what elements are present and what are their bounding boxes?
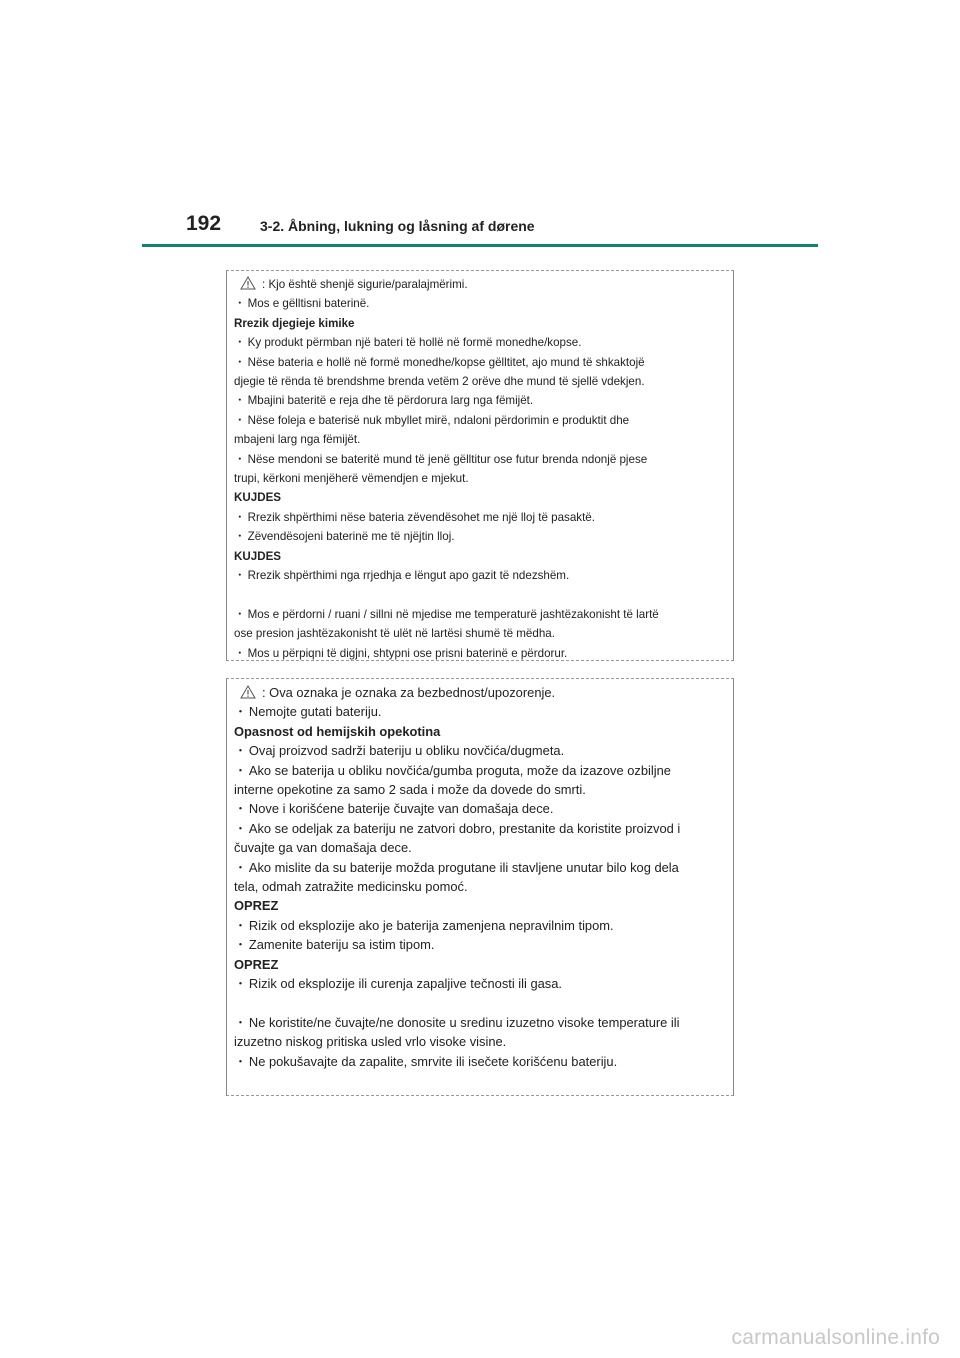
- bullet-item: [234, 858, 727, 877]
- bullet-mark: ・: [234, 569, 246, 583]
- line-text: Rizik od eksplozije ako je baterija zamenjena nepravilnim tipom.: [248, 917, 614, 933]
- continuation-line: [234, 877, 727, 896]
- line-text: Ne koristite/ne čuvajte/ne donosite u sredinu izuzetno visoke temperature ili: [248, 1014, 680, 1030]
- continuation-line: [234, 624, 727, 643]
- line-text: Nemojte gutati bateriju.: [248, 704, 382, 720]
- line-text: OPREZ: [234, 898, 279, 914]
- line-text: izuzetno niskog pritiska usled vrlo visoke visine.: [234, 1034, 507, 1050]
- warning-intro-text: : Ova oznaka je oznaka za bezbednost/upozorenje.: [262, 685, 556, 700]
- bullet-item: [234, 974, 727, 993]
- continuation-line: [234, 838, 727, 857]
- line-text: Rrezik djegieje kimike: [234, 316, 355, 330]
- warning-box-serbian: [226, 678, 734, 1096]
- line-text: Mbajini bateritë e reja dhe të përdorura larg nga fëmijët.: [247, 394, 534, 408]
- line-text: Ako se baterija u obliku novčića/gumba proguta, može da izazove ozbiljne: [248, 762, 671, 778]
- line-text: Nëse foleja e baterisë nuk mbyllet mirë, ndaloni përdorimin e produktit dhe: [247, 413, 630, 427]
- line-text: Rrezik shpërthimi nëse bateria zëvendësohet me një lloj të pasaktë.: [247, 510, 595, 524]
- line-text: djegie të rënda të brendshme brenda vetëm 2 orëve dhe mund të sjellë vdekjen.: [234, 375, 645, 389]
- bullet-mark: ・: [234, 355, 246, 369]
- bullet-item: [234, 741, 727, 760]
- continuation-line: [234, 372, 727, 391]
- bullet-item: [234, 644, 727, 663]
- bullet-mark: ・: [234, 743, 247, 759]
- line-text: Zamenite bateriju sa istim tipom.: [248, 937, 435, 953]
- line-text: trupi, kërkoni menjëherë vëmendjen e mjekut.: [234, 472, 469, 486]
- bullet-item: [234, 566, 727, 585]
- bullet-item: [234, 1052, 727, 1071]
- line-text: mbajeni larg nga fëmijët.: [234, 433, 361, 447]
- bullet-mark: ・: [234, 1053, 247, 1069]
- bullet-mark: ・: [234, 297, 246, 311]
- line-text: Zëvendësojeni baterinë me të njëjtin lloj.: [247, 530, 455, 544]
- section-title: 3-2. Åbning, lukning og låsning af dørene: [260, 218, 535, 234]
- bullet-mark: ・: [234, 859, 247, 875]
- bullet-item: [234, 527, 727, 546]
- warning-lines: [234, 294, 727, 663]
- line-text: Mos e gëlltisni baterinë.: [247, 297, 370, 311]
- warning-intro: [234, 683, 727, 702]
- warning-intro-text: : Kjo është shenjë sigurie/paralajmërimi.: [262, 278, 468, 291]
- warning-triangle-icon: [240, 276, 256, 290]
- bullet-mark: ・: [234, 917, 247, 933]
- bullet-item: [234, 1013, 727, 1032]
- line-text: Opasnost od hemijskih opekotina: [234, 723, 441, 739]
- warning-heading: [234, 722, 727, 741]
- bullet-item: [234, 702, 727, 721]
- bullet-mark: ・: [234, 646, 246, 660]
- bullet-item: [234, 450, 727, 469]
- bullet-mark: ・: [234, 452, 246, 466]
- continuation-line: [234, 469, 727, 488]
- continuation-line: [234, 780, 727, 799]
- line-text: Rrezik shpërthimi nga rrjedhja e lëngut apo gazit të ndezshëm.: [247, 569, 570, 583]
- continuation-line: [234, 430, 727, 449]
- continuation-line: [234, 1032, 727, 1051]
- line-text: Nëse mendoni se bateritë mund të jenë gëlltitur ose futur brenda ndonjë pjese: [247, 452, 648, 466]
- line-spacer: [234, 994, 727, 1013]
- warning-lines: [234, 702, 727, 1071]
- line-text: tela, odmah zatražite medicinsku pomoć.: [234, 879, 468, 895]
- warning-box-albanian: [226, 270, 734, 661]
- line-text: Ako se odeljak za bateriju ne zatvori dobro, prestanite da koristite proizvod i: [248, 820, 681, 836]
- bullet-item: [234, 333, 727, 352]
- line-text: čuvajte ga van domašaja dece.: [234, 840, 412, 856]
- line-text: Ovaj proizvod sadrži bateriju u obliku novčića/dugmeta.: [248, 743, 565, 759]
- line-text: ose presion jashtëzakonisht të ulët në lartësi shumë të mëdha.: [234, 627, 555, 641]
- warning-triangle-icon: [240, 685, 256, 699]
- bullet-item: [234, 799, 727, 818]
- line-text: Ne pokušavajte da zapalite, smrvite ili isečete korišćenu bateriju.: [248, 1053, 618, 1069]
- bullet-mark: ・: [234, 394, 246, 408]
- line-text: OPREZ: [234, 956, 279, 972]
- bullet-item: [234, 605, 727, 624]
- warning-intro: [234, 275, 727, 294]
- bullet-mark: ・: [234, 762, 247, 778]
- bullet-mark: ・: [234, 413, 246, 427]
- bullet-mark: ・: [234, 530, 246, 544]
- bullet-mark: ・: [234, 704, 247, 720]
- bullet-mark: ・: [234, 820, 247, 836]
- line-text: Mos e përdorni / ruani / sillni në mjedise me temperaturë jashtëzakonisht të lartë: [247, 607, 659, 621]
- bullet-item: [234, 916, 727, 935]
- bullet-mark: ・: [234, 510, 246, 524]
- bullet-mark: ・: [234, 336, 246, 350]
- bullet-mark: ・: [234, 976, 247, 992]
- warning-heading: [234, 488, 727, 507]
- line-text: Nove i korišćene baterije čuvajte van domašaja dece.: [248, 801, 554, 817]
- watermark: carmanualsonline.info: [731, 1326, 940, 1349]
- line-text: Ako mislite da su baterije možda progutane ili stavljene unutar bilo kog dela: [248, 859, 679, 875]
- bullet-mark: ・: [234, 607, 246, 621]
- bullet-mark: ・: [234, 801, 247, 817]
- bullet-item: [234, 819, 727, 838]
- bullet-item: [234, 508, 727, 527]
- bullet-item: [234, 294, 727, 313]
- bullet-item: [234, 761, 727, 780]
- bullet-item: [234, 391, 727, 410]
- bullet-mark: ・: [234, 1014, 247, 1030]
- line-text: Rizik od eksplozije ili curenja zapaljive tečnosti ili gasa.: [248, 976, 562, 992]
- bullet-item: [234, 411, 727, 430]
- line-text: Mos u përpiqni të digjni, shtypni ose prisni baterinë e përdorur.: [247, 646, 568, 660]
- warning-heading: [234, 314, 727, 333]
- warning-heading: [234, 547, 727, 566]
- warning-heading: [234, 955, 727, 974]
- bullet-item: [234, 353, 727, 372]
- line-text: Nëse bateria e hollë në formë monedhe/kopse gëlltitet, ajo mund të shkaktojë: [247, 355, 645, 369]
- bullet-item: [234, 935, 727, 954]
- warning-heading: [234, 896, 727, 915]
- line-text: Ky produkt përmban një bateri të hollë në formë monedhe/kopse.: [247, 336, 582, 350]
- line-text: interne opekotine za samo 2 sada i može da dovede do smrti.: [234, 782, 586, 798]
- line-spacer: [234, 586, 727, 605]
- bullet-mark: ・: [234, 937, 247, 953]
- line-text: KUJDES: [234, 549, 282, 563]
- line-text: KUJDES: [234, 491, 282, 505]
- header-divider: [142, 244, 818, 247]
- page-number: 192: [186, 212, 222, 235]
